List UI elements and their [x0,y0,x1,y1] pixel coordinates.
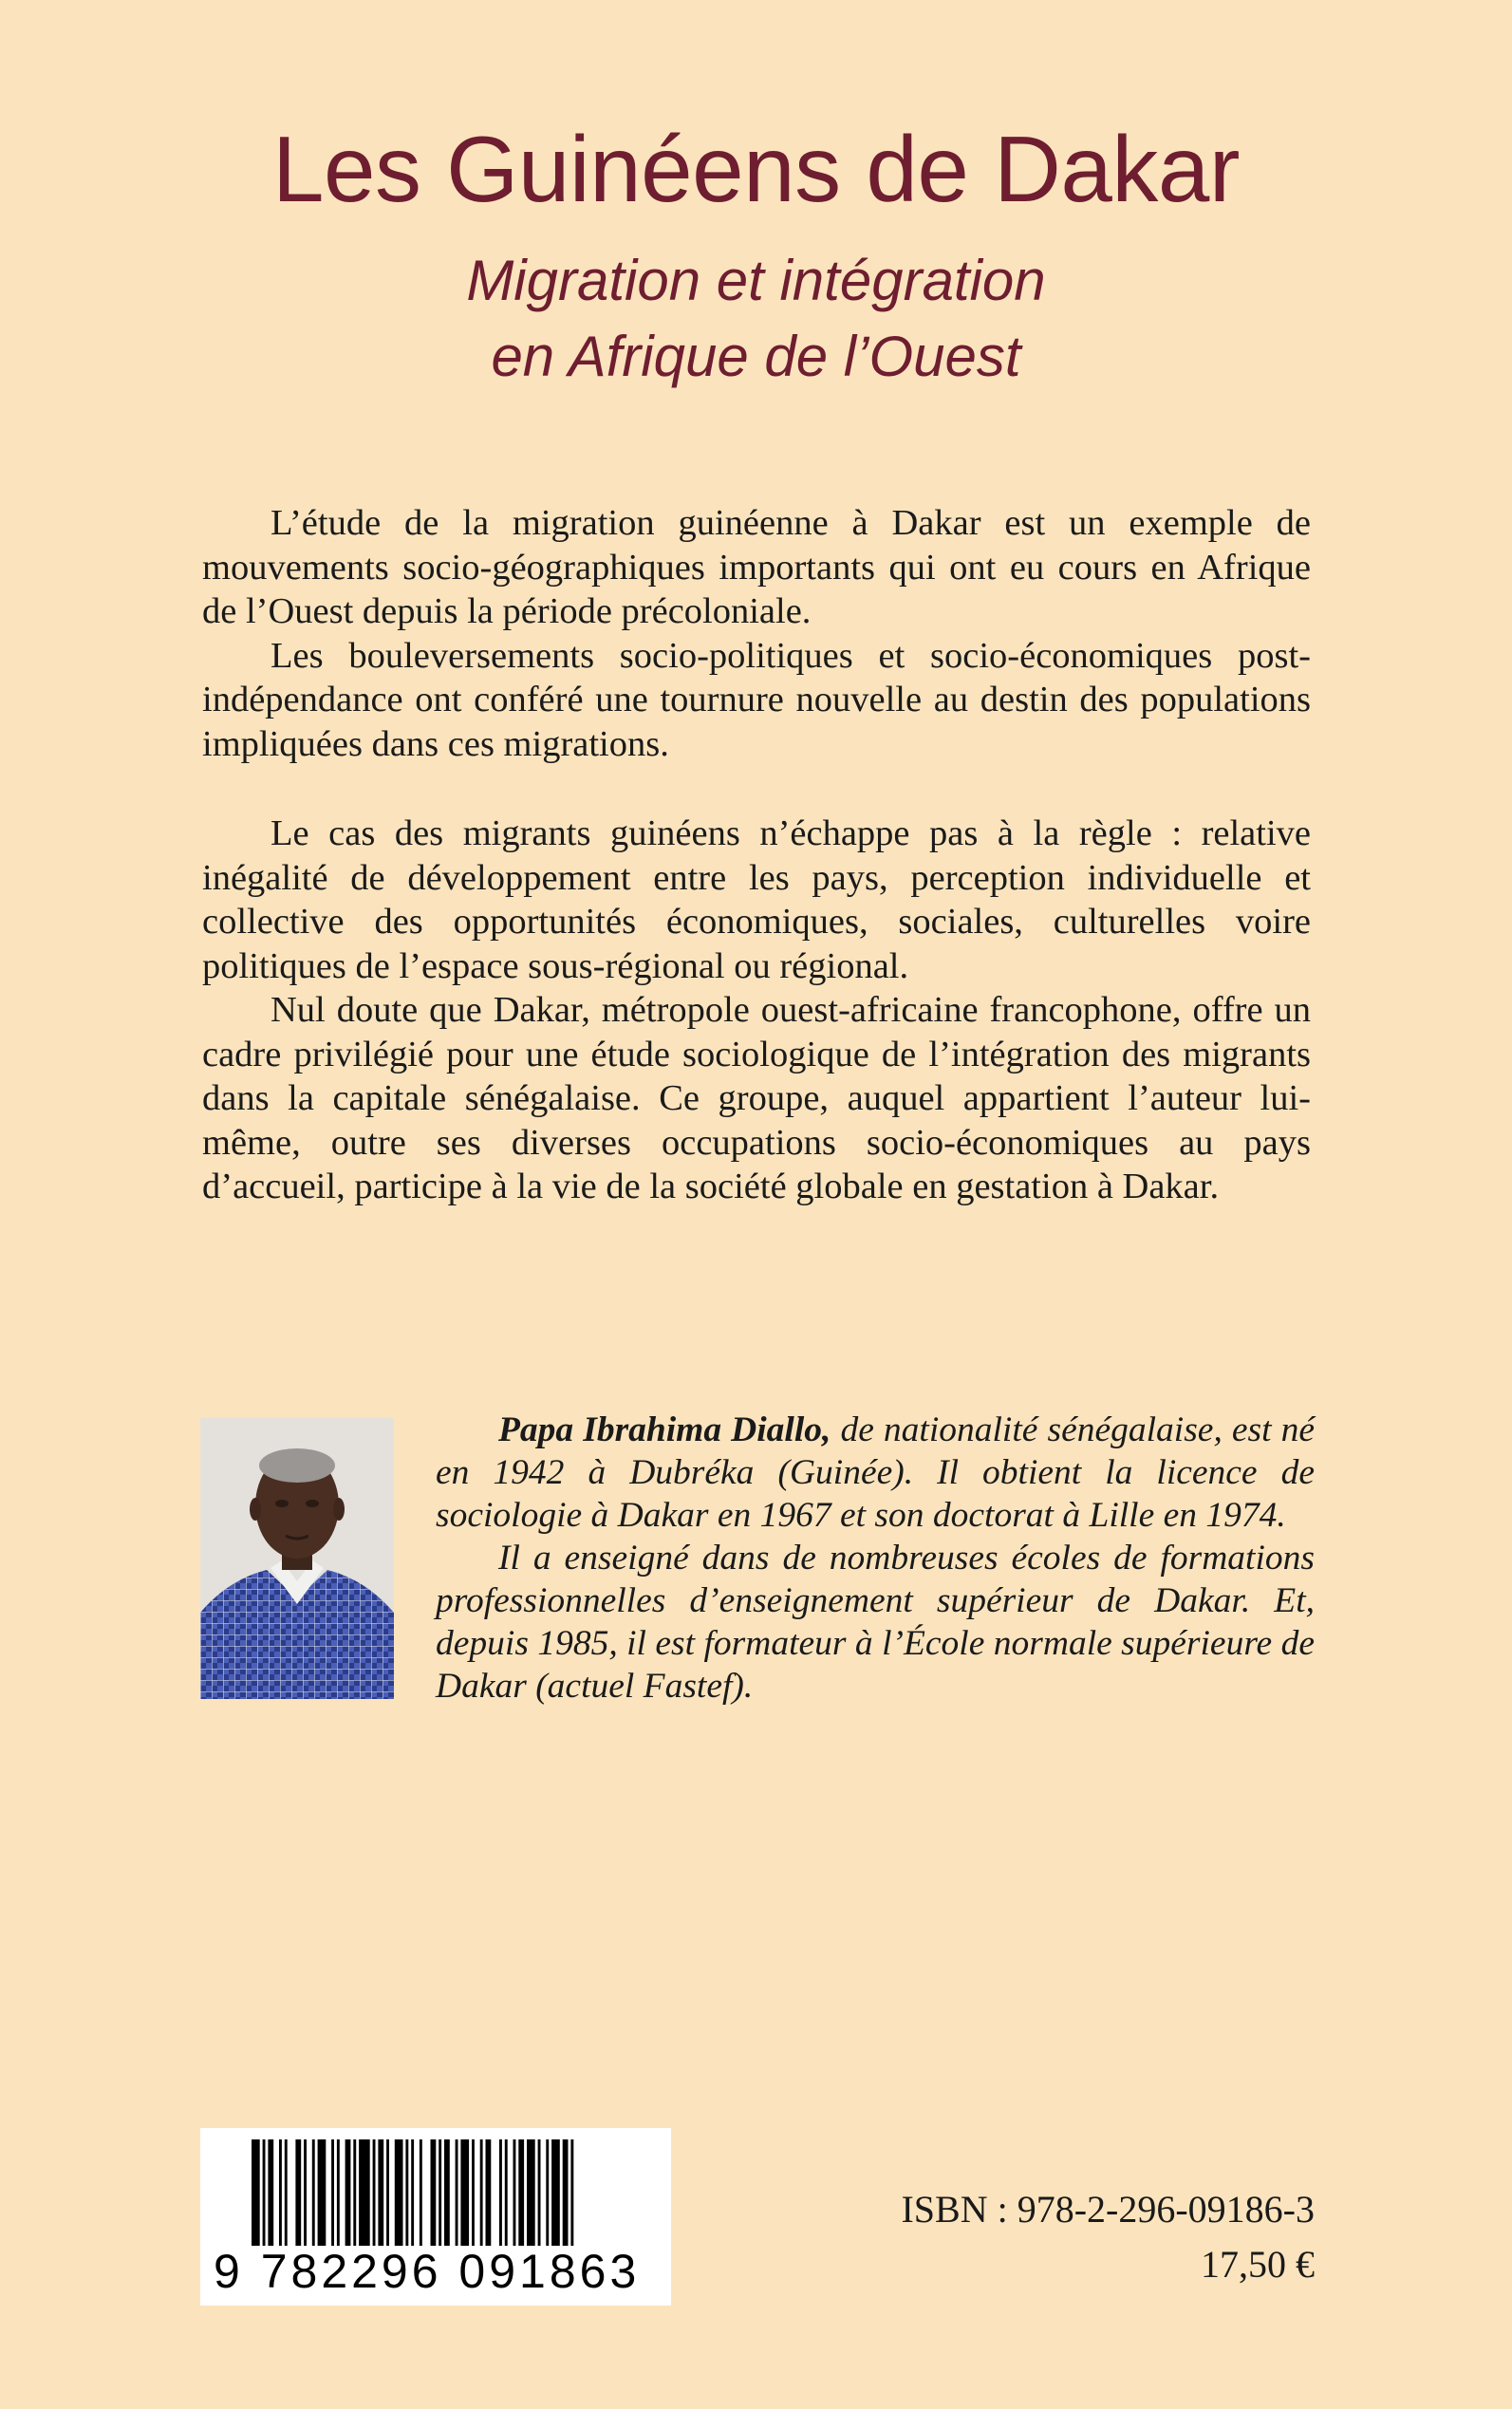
author-photo [200,1418,394,1699]
barcode [200,2128,671,2306]
summary-paragraph: L’étude de la migration guinéenne à Dakar est un exemple de mouvements socio-géographiques importants qui ont eu cours en Afrique de l’Ouest depuis la période précoloniale. [202,503,1311,631]
barcode-bar [527,2139,535,2246]
barcode-bar [505,2139,508,2246]
barcode-bar [295,2139,301,2246]
author-bio-paragraph-1 [436,1409,1315,1537]
author-bio [436,1409,1315,1708]
summary-paragraph: Nul doute que Dakar, métropole ouest-africaine francophone, offre un cadre privilégié pour une étude sociologique de l’intégration des migrants dans la capitale sénégalaise. Ce groupe, auquel appartient l’auteur lui-même, outre ses diverses occupations socio-économiques au pays d’accueil, participe à la vie de la société globale en gestation à Dakar. [202,990,1311,1206]
barcode-bar [331,2139,334,2246]
barcode-bar [420,2139,422,2246]
barcode-digits: 9 782296 091863 [214,2245,641,2298]
barcode-bar [513,2139,516,2246]
barcode-bar [499,2139,502,2246]
barcode-bar [386,2139,389,2246]
barcode-bar [395,2139,403,2246]
barcode-bar [279,2139,282,2246]
barcode-bar [444,2139,450,2246]
barcode-bar [538,2139,541,2246]
barcode-bar [304,2139,307,2246]
barcode-bar [285,2139,288,2246]
barcode-bar [551,2139,560,2246]
barcode-bar [312,2139,315,2246]
barcode-bar [318,2139,327,2246]
barcode-bar [518,2139,524,2246]
barcode-bar [456,2139,458,2246]
barcode-bar [378,2139,383,2246]
summary-paragraph: Les bouleversements socio-politiques et socio-économiques post-indépendance ont conféré une tournure nouvelle au destin des populations impliquées dans ces migrations. [202,635,1311,764]
summary-paragraph: Le cas des migrants guinéens n’échappe pas à la règle : relative inégalité de développement entre les pays, perception individuelle et collective des opportunités économiques, sociales, culturelles voire politiques de l’espace sous-régional ou régional. [202,813,1311,986]
barcode-bar [480,2139,483,2246]
summary-block-1 [202,501,1311,766]
barcode-bar [373,2139,376,2246]
author-name: Papa Ibrahima Diallo, [498,1410,831,1449]
barcode-bar [345,2139,351,2246]
barcode-bar [546,2139,549,2246]
book-subtitle-line-1: Migration et intégration [466,249,1046,312]
price: 17,50 € [1201,2243,1315,2286]
barcode-bar [431,2139,437,2246]
barcode-bar [405,2139,408,2246]
barcode-bar [337,2139,340,2246]
author-bio-text: de nationalité sénégalaise, est né en 1942 à Dubréka (Guinée). Il obtient la licence de sociologie à Dakar en 1967 et son doctorat à Lille en 1974. [436,1410,1316,1535]
barcode-bar [411,2139,414,2246]
barcode-bar [263,2139,266,2246]
barcode-bars [252,2139,620,2246]
author-bio-paragraph-2: Il a enseigné dans de nombreuses écoles de formations professionnelles d’enseignement supérieur de Dakar. Et, depuis 1985, il est formateur à l’École normale supérieure de Dakar (actuel Fastef). [436,1539,1315,1706]
barcode-bar [252,2139,260,2246]
barcode-bar [268,2139,273,2246]
barcode-bar [472,2139,475,2246]
barcode-bar [439,2139,441,2246]
book-title: Les Guinéens de Dakar [271,117,1241,221]
barcode-bar [460,2139,469,2246]
barcode-bar [570,2139,573,2246]
summary-block-2 [202,812,1311,1209]
barcode-bar [563,2139,569,2246]
barcode-bar [353,2139,356,2246]
barcode-bar [359,2139,370,2246]
book-subtitle-line-2: en Afrique de l’Ouest [491,325,1021,388]
barcode-bar [486,2139,492,2246]
isbn: ISBN : 978-2-296-09186-3 [901,2188,1315,2231]
